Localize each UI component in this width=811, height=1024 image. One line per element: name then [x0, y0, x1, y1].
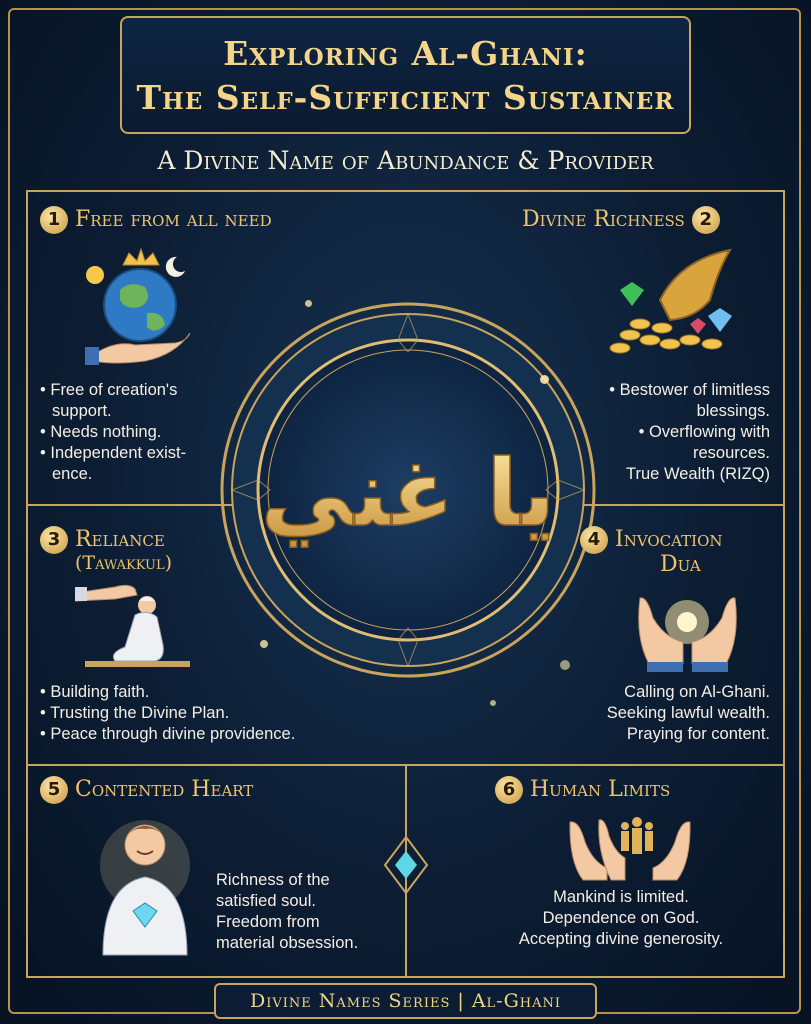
section-3-bullets: • Building faith. • Trusting the Divine Plan. • Peace through divine providence. [40, 683, 296, 743]
praying-man-icon [75, 575, 190, 670]
divider-left-upper [28, 504, 238, 506]
sparkle [560, 660, 570, 670]
section-4-bullets: Calling on Al-Ghani. Seeking lawful wealth. Praying for content. [606, 683, 770, 743]
gem-ornament-icon [383, 835, 429, 895]
sparkle [540, 375, 549, 384]
sparkle [305, 300, 312, 307]
section-6-heading: 6 Human Limits [495, 776, 670, 804]
section-1-bullets: • Free of creation's support. • Needs nothing. • Independent exist- ence. [40, 381, 187, 483]
smiling-person-gem-icon [85, 815, 205, 960]
section-3-heading-sub: (Tawakkul) [75, 552, 173, 574]
footer-banner: Divine Names Series | Al-Ghani [214, 983, 597, 1019]
globe-in-hand-icon [75, 245, 205, 375]
title-line-1: Exploring Al-Ghani: [223, 34, 588, 73]
title-banner [120, 16, 691, 134]
section-2-heading: Divine Richness 2 [522, 206, 720, 234]
section-2-bullets: • Bestower of limitless blessings. • Overflowing with resources. True Wealth (RIZQ) [609, 381, 770, 483]
section-2-number: 2 [692, 206, 720, 234]
section-3-heading: 3 Reliance [40, 526, 165, 554]
sparkle [490, 700, 496, 706]
section-6-bullets: Mankind is limited. Dependence on God. Accepting divine generosity. [518, 888, 724, 948]
section-5-bullets: Richness of the satisfied soul. Freedom from material obsession. [216, 871, 359, 952]
calligraphy-medallion [218, 300, 598, 680]
divider-right-upper [573, 504, 783, 506]
section-5-number: 5 [40, 776, 68, 804]
section-1-heading: 1 Free from all need [40, 206, 272, 234]
title-line-2: The Self-Sufficient Sustainer [136, 78, 675, 117]
section-4-number: 4 [580, 526, 608, 554]
section-3-number: 3 [40, 526, 68, 554]
subtitle: A Divine Name of Abundance & Provider [157, 146, 654, 175]
section-1-number: 1 [40, 206, 68, 234]
open-hands-icon [625, 578, 750, 673]
calligraphy-text: يا غني [260, 440, 556, 547]
section-6-number: 6 [495, 776, 523, 804]
hands-people-icon [565, 812, 695, 882]
cornucopia-icon [600, 240, 750, 365]
section-5-heading: 5 Contented Heart [40, 776, 253, 804]
sparkle [260, 640, 268, 648]
section-4-heading-sub: Dua [660, 552, 701, 577]
section-4-heading: 4 Invocation [580, 526, 723, 554]
